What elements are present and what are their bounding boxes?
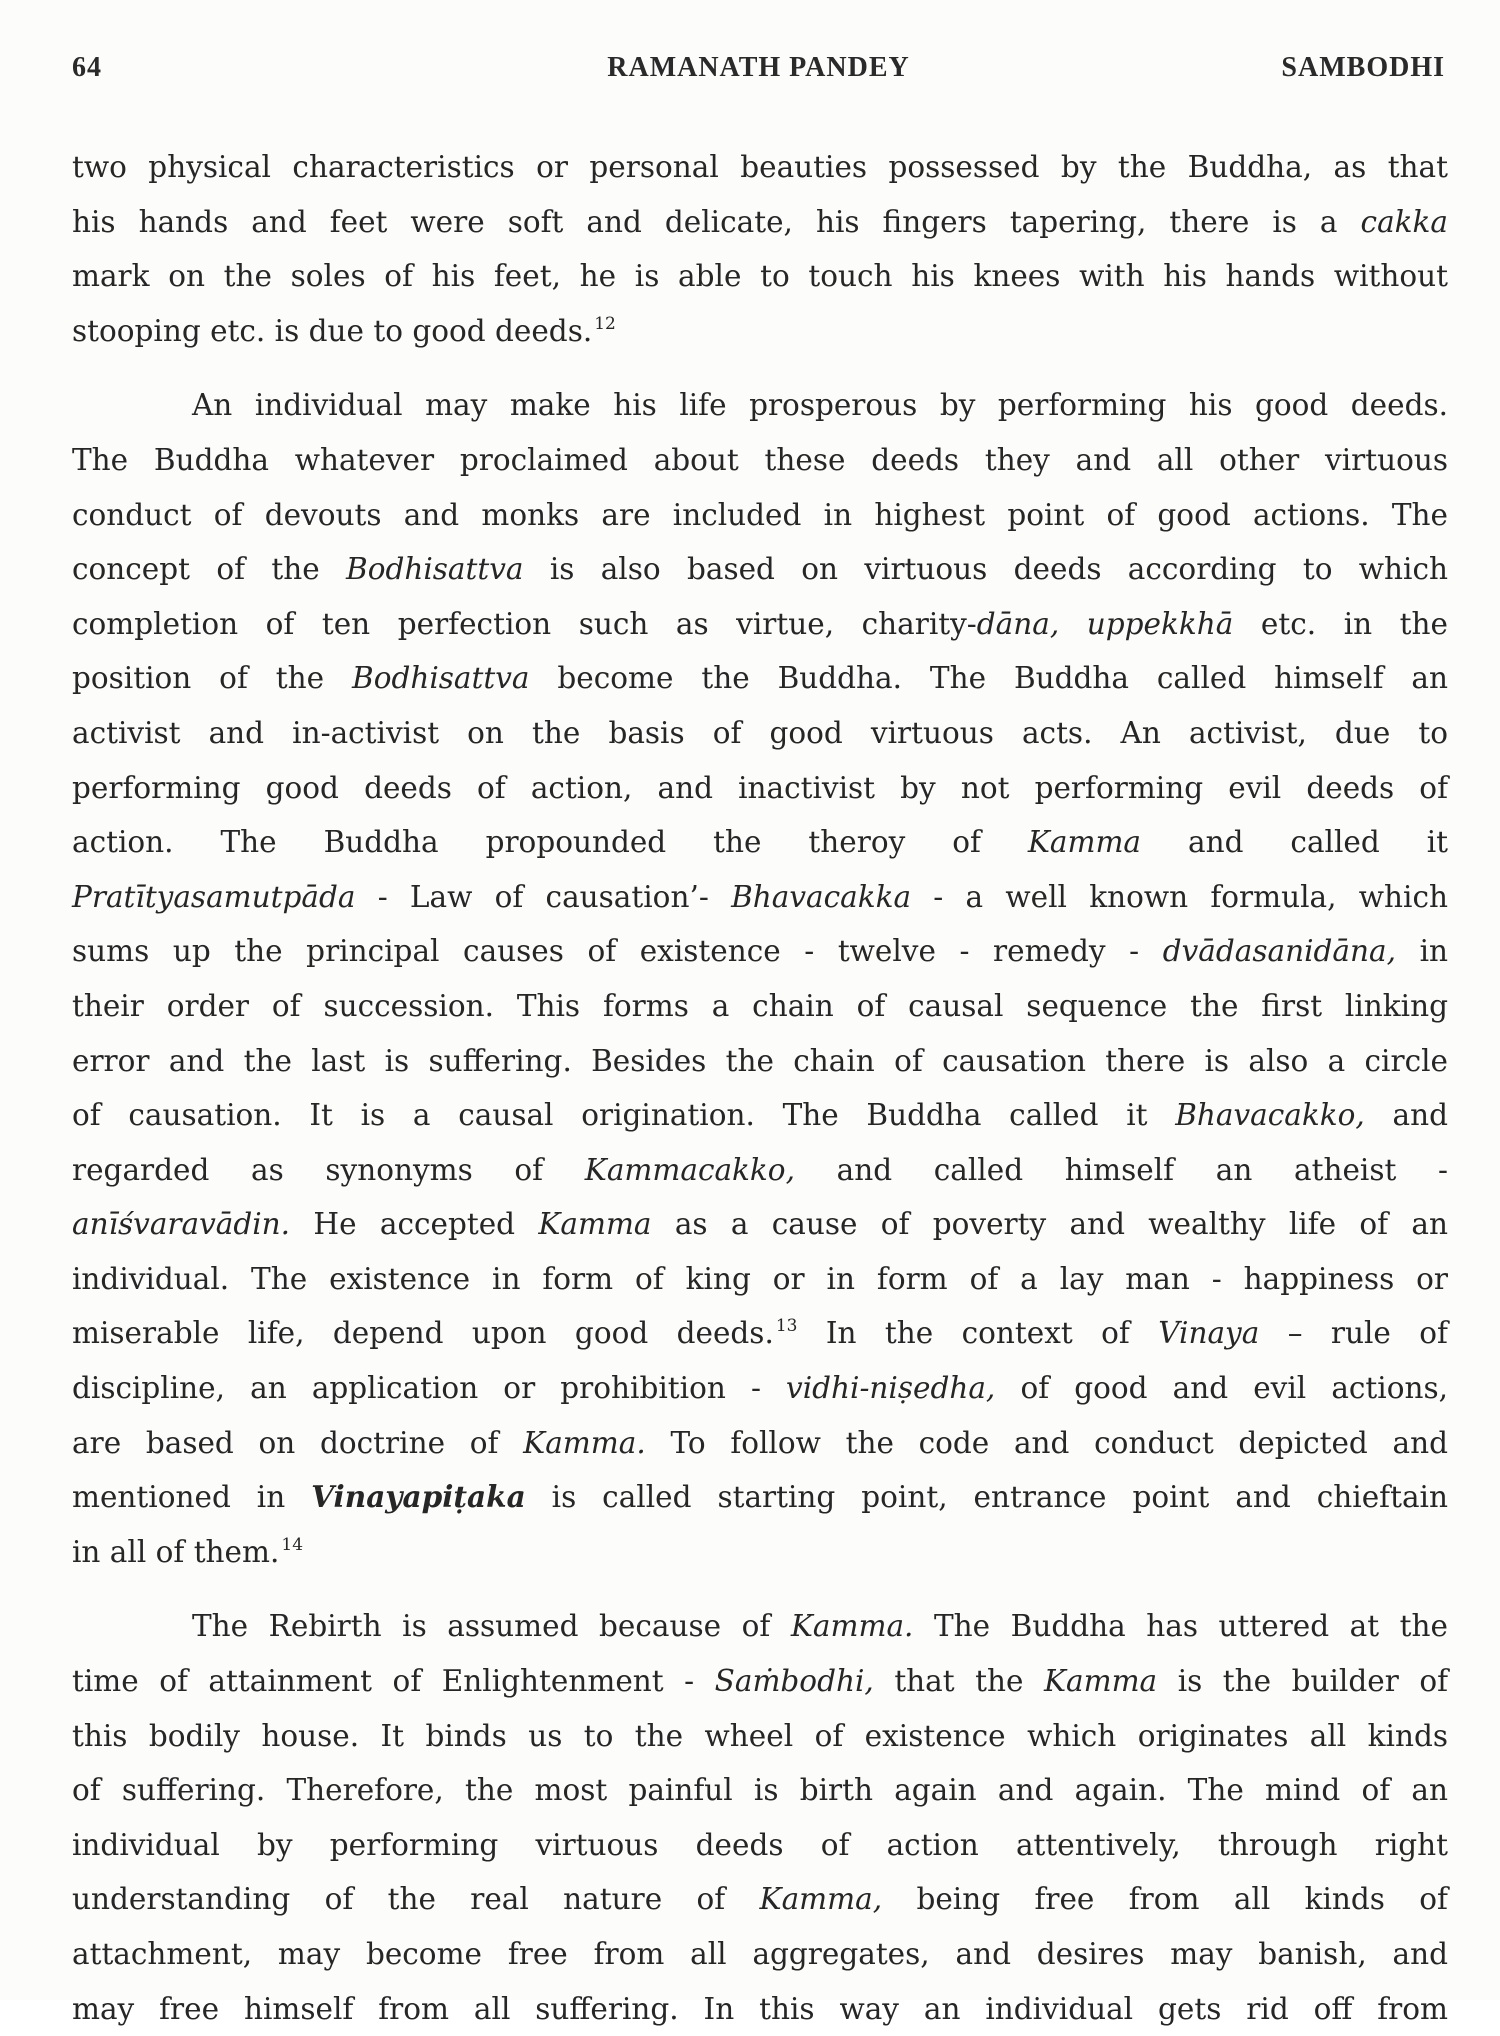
- term-kamma: Kamma.: [523, 1425, 646, 1460]
- text-line: attachment, may become free from all aggregates, and desires may banish, and: [72, 1937, 1448, 1971]
- text-line: individual by performing virtuous deeds of action attentively, through right: [72, 1827, 1448, 1862]
- page-number: 64: [72, 52, 102, 83]
- text-line: concept of the Bodhisattva is also based on virtuous deeds according to which: [72, 552, 1448, 587]
- term-vinayapitaka: Vinayapiṭaka: [311, 1479, 526, 1515]
- term-sambodhi: Saṁbodhi,: [714, 1664, 874, 1699]
- text-line: mentioned in Vinayapiṭaka is called starting point, entrance point and chieftain: [72, 1479, 1448, 1515]
- term-bodhisattva: Bodhisattva: [346, 552, 524, 587]
- text-line: may free himself from all suffering. In this way an individual gets rid off from: [72, 1991, 1448, 2026]
- footnote-ref: 12: [594, 313, 616, 334]
- term-kamma: Kamma: [1027, 825, 1142, 860]
- term-kammacakko: Kammacakko,: [584, 1152, 795, 1187]
- text-line: activist and in-activist on the basis of good virtuous acts. An activist, due to: [72, 715, 1448, 750]
- term-dvadasanidana: dvādasanidāna,: [1162, 934, 1396, 969]
- term-kamma: Kamma,: [759, 1882, 883, 1917]
- term-kamma: Kamma: [1043, 1664, 1158, 1699]
- text-line: of causation. It is a causal origination. The Buddha called it Bhavacakko, and: [72, 1098, 1448, 1133]
- text-line: are based on doctrine of Kamma. To follow the code and conduct depicted and: [72, 1425, 1448, 1460]
- term-bhavacakka: Bhavacakka: [731, 879, 912, 914]
- body-text: [72, 140, 1448, 2036]
- term-vidhinisedha: vidhi-niṣedha,: [786, 1371, 996, 1406]
- term-bodhisattva: Bodhisattva: [352, 661, 530, 696]
- text-line: regarded as synonyms of Kammacakko, and called himself an atheist -: [72, 1152, 1448, 1187]
- term-pratityasamutpada: Pratītyasamutpāda: [72, 879, 356, 914]
- term-kamma: Kamma: [538, 1207, 652, 1242]
- term-anisvaravadin: anīśvaravādin.: [72, 1207, 291, 1242]
- text-line: mark on the soles of his feet, he is able to touch his knees with his hands without: [72, 259, 1448, 294]
- text-line: completion of ten perfection such as virtue, charity-dāna, uppekkhā etc. in the: [72, 606, 1448, 641]
- text-line: sums up the principal causes of existence - twelve - remedy - dvādasanidāna, in: [72, 934, 1448, 969]
- text-line: error and the last is suffering. Besides the chain of causation there is also a circle: [72, 1043, 1448, 1078]
- term-kamma: Kamma.: [790, 1609, 914, 1644]
- footnote-ref: 14: [281, 1534, 304, 1555]
- term-vinaya: Vinaya: [1158, 1316, 1260, 1351]
- running-head: [72, 52, 1445, 92]
- text-line: time of attainment of Enlightenment - Saṁbodhi, that the Kamma is the builder of: [72, 1664, 1448, 1699]
- text-line: miserable life, depend upon good deeds. $^{13}$ In the context of Vinaya – rule of: [72, 1316, 1448, 1351]
- text-line: this bodily house. It binds us to the wheel of existence which originates all kinds: [72, 1718, 1448, 1753]
- text-line: anīśvaravādin. He accepted Kamma as a cause of poverty and wealthy life of an: [72, 1207, 1448, 1242]
- text-line: his hands and feet were soft and delicate, his fingers tapering, there is a cakka: [72, 204, 1448, 239]
- text-line: two physical characteristics or personal beauties possessed by the Buddha, as that: [72, 150, 1448, 184]
- text-line: action. The Buddha propounded the theroy of Kamma and called it: [72, 825, 1448, 860]
- text-line: The Rebirth is assumed because of Kamma. The Buddha has uttered at the: [192, 1609, 1448, 1644]
- text-line: discipline, an application or prohibition - vidhi-niṣedha, of good and evil actions,: [72, 1371, 1448, 1406]
- text-line: understanding of the real nature of Kamma, being free from all kinds of: [72, 1882, 1448, 1917]
- text-line: An individual may make his life prosperous by performing his good deeds.: [192, 388, 1448, 423]
- term-dana: dāna,: [976, 606, 1060, 641]
- footnote-ref: 13: [775, 1316, 798, 1337]
- text-line: in all of them. $^{14}$: [72, 1534, 304, 1569]
- text-line: stooping etc. is due to good deeds. $^{12}$: [72, 313, 616, 348]
- running-head-author: RAMANATH PANDEY: [607, 52, 910, 83]
- text-line: their order of succession. This forms a chain of causal sequence the first linking: [72, 988, 1448, 1023]
- text-line: performing good deeds of action, and inactivist by not performing evil deeds of: [72, 770, 1448, 805]
- term-cakka: cakka: [1360, 204, 1448, 239]
- text-line: position of the Bodhisattva become the Buddha. The Buddha called himself an: [72, 661, 1448, 696]
- term-bhavacakko: Bhavacakko,: [1175, 1098, 1365, 1133]
- text-line: of suffering. Therefore, the most painful is birth again and again. The mind of an: [72, 1773, 1448, 1808]
- text-line: individual. The existence in form of king or in form of a lay man - happiness or: [72, 1261, 1448, 1296]
- term-uppekkha: uppekkhā: [1086, 606, 1234, 641]
- running-head-journal: SAMBODHI: [1281, 52, 1445, 83]
- text-line: Pratītyasamutpāda - Law of causation’- Bhavacakka - a well known formula, which: [72, 879, 1448, 914]
- text-line: The Buddha whatever proclaimed about these deeds they and all other virtuous: [72, 442, 1448, 477]
- text-line: conduct of devouts and monks are included in highest point of good actions. The: [72, 497, 1448, 532]
